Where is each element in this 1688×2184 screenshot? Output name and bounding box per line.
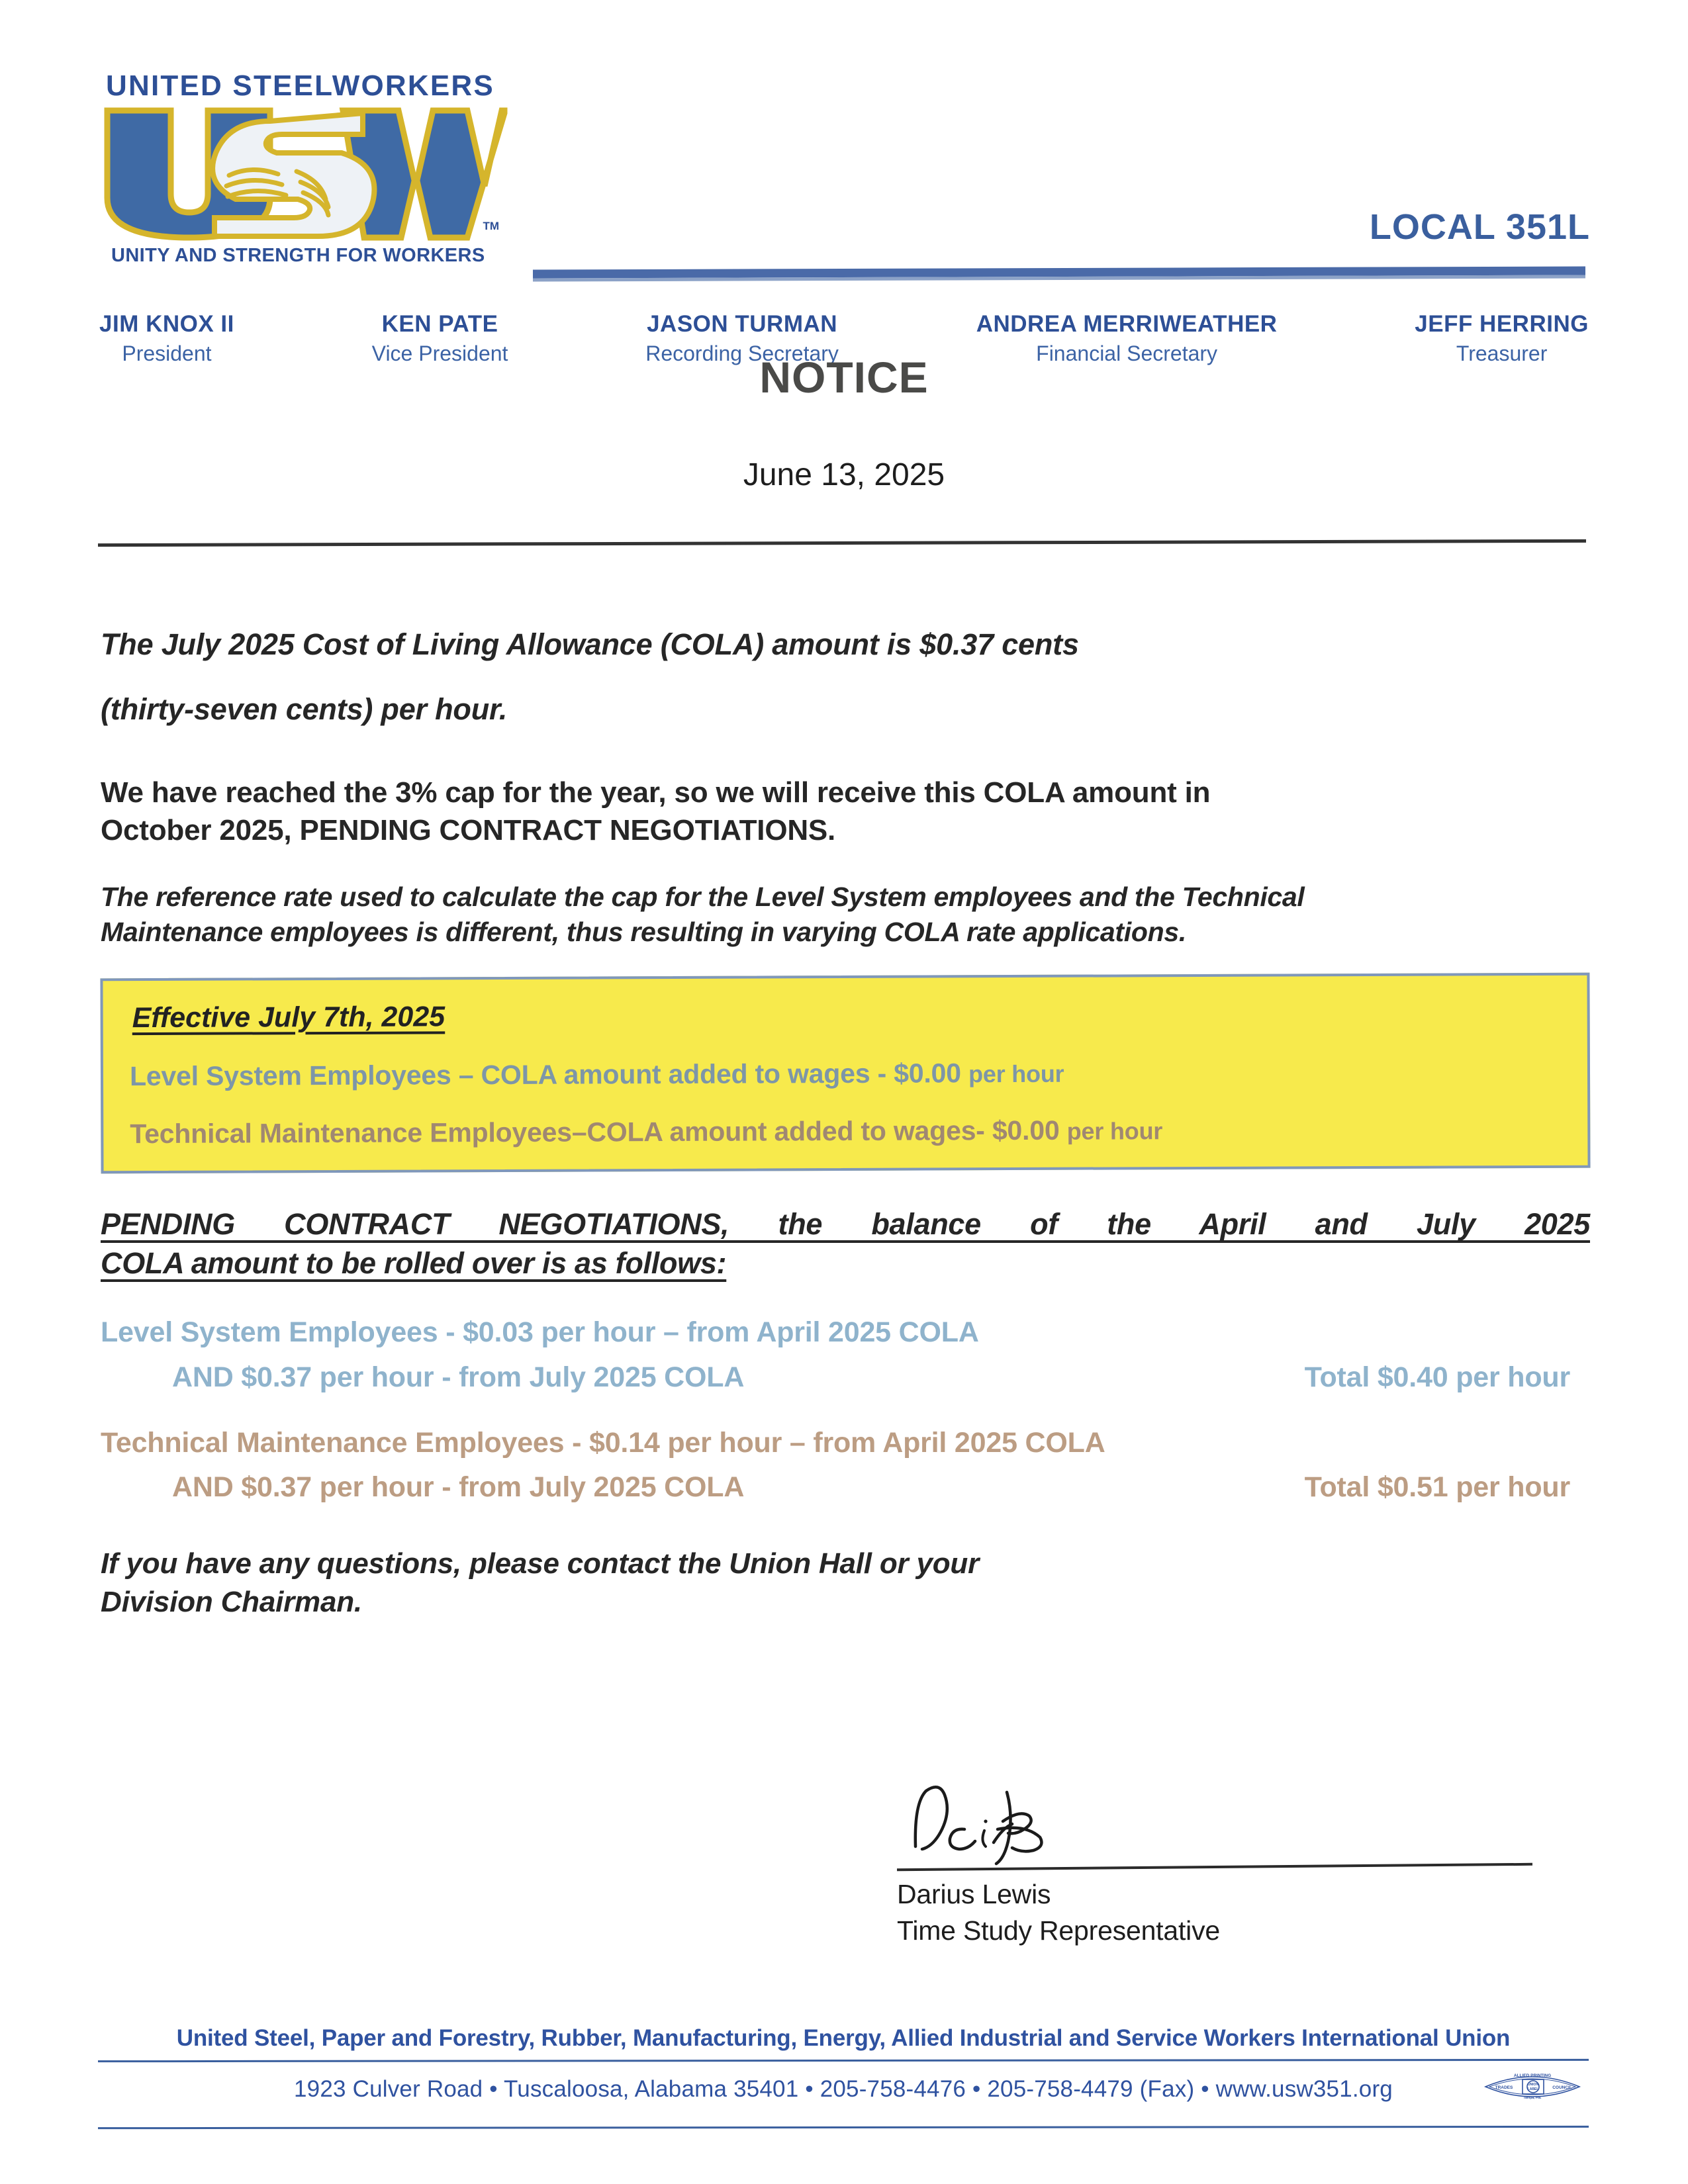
highlight-heading: Effective July 7th, 2025	[132, 1001, 445, 1034]
document-body	[101, 622, 1590, 1621]
handwritten-signature-icon	[904, 1780, 1182, 1870]
intro-paragraph-line-2: (thirty-seven cents) per hour.	[101, 692, 508, 726]
officer-name: JEFF HERRING	[1415, 311, 1589, 337]
highlight-level-system-line	[130, 1056, 1565, 1092]
logo-bottom-text: UNITY AND STRENGTH FOR WORKERS	[111, 245, 485, 266]
rollover-group-technical-maintenance	[101, 1428, 1590, 1504]
usw-logo-icon	[99, 107, 510, 242]
pending-heading-line-2: COLA amount to be rolled over is as follows:	[101, 1246, 727, 1280]
union-label-seal-icon	[1483, 2067, 1582, 2107]
highlight-level-system-text: Level System Employees – COLA amount added to wages - $0.00	[129, 1058, 961, 1092]
rollover-level-line-1: Level System Employees - $0.03 per hour – from April 2025 COLA	[101, 1316, 979, 1349]
logo-top-text: UNITED STEELWORKERS	[106, 69, 494, 102]
highlight-technical-maintenance-suffix: per hour	[1066, 1117, 1163, 1146]
signature-block	[897, 1780, 1546, 1946]
letterhead-footer	[98, 2025, 1589, 2128]
svg-text:LABEL: LABEL	[1527, 2087, 1539, 2091]
intro-paragraph-line-1: The July 2025 Cost of Living Allowance (COLA) amount is $0.37 cents	[101, 627, 1079, 661]
officer-title: Treasurer	[1456, 341, 1548, 365]
rollover-level-total: Total $0.40 per hour	[1304, 1361, 1570, 1393]
closing-paragraph	[101, 1545, 1590, 1621]
officer-name: ANDREA MERRIWEATHER	[976, 311, 1278, 337]
reference-paragraph-line-2: Maintenance employees is different, thus resulting in varying COLA rate applications.	[101, 916, 1186, 947]
usw-logo-block	[99, 69, 523, 267]
rollover-technical-line-1: Technical Maintenance Employees - $0.14 per hour – from April 2025 COLA	[101, 1426, 1105, 1459]
page-title: NOTICE	[759, 353, 929, 402]
header-divider-rule	[98, 539, 1586, 547]
cap-paragraph-line-1: We have reached the 3% cap for the year, so we will receive this COLA amount in	[101, 776, 1211, 809]
footer-rule-bottom	[98, 2126, 1589, 2129]
trademark-symbol: TM	[483, 220, 499, 232]
rollover-technical-and-amount: AND $0.37 per hour - from July 2025 COLA	[172, 1471, 745, 1504]
officer-title: Recording Secretary	[645, 341, 839, 365]
local-number-label: LOCAL 351L	[1369, 207, 1590, 247]
pending-heading-line-1: PENDING CONTRACT NEGOTIATIONS, the balance of the April and July 2025	[101, 1207, 1590, 1242]
rollover-group-level-system	[101, 1317, 1590, 1393]
rollover-technical-total: Total $0.51 per hour	[1304, 1471, 1570, 1504]
officer-title: Financial Secretary	[1036, 341, 1218, 365]
officer-name: KEN PATE	[381, 311, 498, 337]
svg-text:ALLIED PRINTING: ALLIED PRINTING	[1513, 2073, 1552, 2078]
officer-name: JIM KNOX II	[99, 311, 234, 337]
signer-name: Darius Lewis	[897, 1879, 1051, 1909]
footer-contact-row	[98, 2062, 1589, 2118]
rollover-level-and-amount: AND $0.37 per hour - from July 2025 COLA	[172, 1361, 745, 1393]
letterhead-header	[0, 0, 1688, 492]
svg-text:TRADES: TRADES	[1495, 2085, 1513, 2090]
cap-paragraph-line-2: October 2025, PENDING CONTRACT NEGOTIATIONS.	[101, 814, 836, 847]
svg-text:Tampa, Fla.: Tampa, Fla.	[1523, 2096, 1542, 2100]
closing-line-2: Division Chairman.	[101, 1585, 362, 1618]
closing-line-1: If you have any questions, please contact the Union Hall or your	[101, 1547, 980, 1580]
officer-title: Vice President	[371, 341, 508, 365]
rollover-technical-line-2	[101, 1472, 1590, 1503]
svg-text:COUNCIL: COUNCIL	[1552, 2085, 1572, 2090]
highlight-technical-maintenance-text: Technical Maintenance Employees–COLA amount added to wages- $0.00	[130, 1115, 1060, 1150]
pending-negotiations-heading	[101, 1205, 1590, 1283]
officer-title: President	[122, 341, 212, 365]
document-date: June 13, 2025	[743, 457, 945, 492]
effective-date-highlight-box	[100, 973, 1590, 1174]
rollover-level-line-2	[101, 1362, 1590, 1393]
svg-text:UNION: UNION	[1527, 2083, 1539, 2087]
footer-contact-info: 1923 Culver Road • Tuscaloosa, Alabama 35401 • 205-758-4476 • 205-758-4479 (Fax) • www.usw351.org	[294, 2076, 1393, 2102]
highlight-level-system-suffix: per hour	[968, 1060, 1064, 1088]
footer-organization-name: United Steel, Paper and Forestry, Rubber, Manufacturing, Energy, Allied Industrial and Service Workers International Union	[176, 2025, 1511, 2051]
highlight-technical-maintenance-line	[130, 1113, 1565, 1150]
reference-paragraph-line-1: The reference rate used to calculate the cap for the Level System employees and the Technical	[101, 882, 1305, 913]
officer-name: JASON TURMAN	[647, 311, 838, 337]
signer-role: Time Study Representative	[897, 1915, 1220, 1946]
